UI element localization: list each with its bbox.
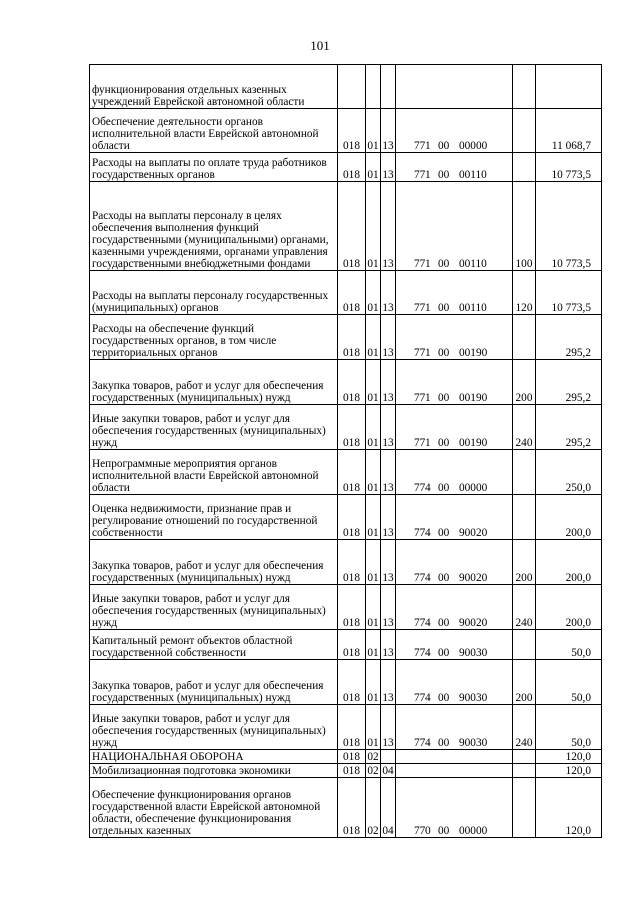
row-subsection-code: 13	[381, 360, 396, 405]
target-article-part: 1	[425, 169, 431, 181]
table-row	[90, 271, 602, 315]
row-name: НАЦИОНАЛЬНАЯ ОБОРОНА	[90, 750, 338, 764]
target-article-part: 00000	[459, 140, 488, 152]
target-article-part: 00	[438, 302, 450, 314]
table-row	[90, 705, 602, 750]
target-article-part: 00000	[459, 482, 488, 494]
row-amount: 50,0	[536, 660, 602, 705]
row-expense-type-code	[513, 153, 536, 182]
target-article-part: 0	[425, 825, 431, 837]
target-article-part: 00	[438, 825, 450, 837]
page-number: 101	[310, 38, 330, 53]
table-row	[90, 778, 602, 838]
row-expense-type-code	[513, 750, 536, 764]
row-ved-code: 018	[338, 450, 366, 495]
row-section-code: 01	[366, 271, 381, 315]
target-article-part: 1	[425, 258, 431, 270]
row-ved-code	[338, 65, 366, 109]
row-section-code: 01	[366, 585, 381, 630]
row-name: Иные закупки товаров, работ и услуг для обеспечения государственных (муниципальных) нужд	[90, 585, 338, 630]
target-article-part: 90030	[459, 647, 488, 659]
target-article-part: 77	[414, 825, 426, 837]
row-amount: 250,0	[536, 450, 602, 495]
row-amount	[536, 65, 602, 109]
row-name: Закупка товаров, работ и услуг для обеспечения государственных (муниципальных) нужд	[90, 660, 338, 705]
row-ved-code: 018	[338, 764, 366, 778]
target-article-part: 77	[414, 737, 426, 749]
target-article-part: 4	[425, 572, 431, 584]
row-target-article-code	[396, 540, 513, 585]
row-name: Оценка недвижимости, признание прав и регулирование отношений по государственной собственности	[90, 495, 338, 540]
target-article-part: 00	[438, 647, 450, 659]
row-ved-code: 018	[338, 182, 366, 271]
table-row	[90, 405, 602, 450]
table-row	[90, 495, 602, 540]
row-expense-type-code: 200	[513, 660, 536, 705]
target-article-part: 00	[438, 347, 450, 359]
row-amount: 200,0	[536, 540, 602, 585]
row-section-code: 01	[366, 360, 381, 405]
target-article-part: 90030	[459, 692, 488, 704]
target-article-part: 00	[438, 617, 450, 629]
row-amount: 10 773,5	[536, 271, 602, 315]
row-ved-code: 018	[338, 153, 366, 182]
row-ved-code: 018	[338, 630, 366, 660]
row-section-code: 02	[367, 751, 379, 763]
row-section-code: 02	[366, 778, 381, 838]
target-article-part: 1	[425, 302, 431, 314]
target-article-part: 00190	[459, 347, 488, 359]
target-article-part: 4	[425, 527, 431, 539]
row-name: Капитальный ремонт объектов областной государственной собственности	[90, 630, 338, 660]
row-subsection-code: 13	[381, 182, 396, 271]
row-amount: 120,0	[536, 750, 602, 764]
row-ved-code: 018	[338, 271, 366, 315]
row-section-code: 01	[366, 630, 381, 660]
row-target-article-code	[396, 360, 513, 405]
table-row	[90, 585, 602, 630]
target-article-part: 77	[414, 169, 426, 181]
target-article-part: 1	[425, 392, 431, 404]
row-section-code: 01	[366, 495, 381, 540]
target-article-part: 00	[438, 169, 450, 181]
row-name: Расходы на выплаты по оплате труда работников государственных органов	[90, 153, 338, 182]
row-ved-code: 018	[338, 540, 366, 585]
row-subsection-code: 04	[382, 765, 394, 777]
row-expense-type-code	[513, 450, 536, 495]
table-row	[90, 109, 602, 153]
row-target-article-code	[396, 705, 513, 750]
row-ved-code: 018	[338, 315, 366, 360]
table-row	[90, 660, 602, 705]
target-article-part: 77	[414, 302, 426, 314]
target-article-part: 77	[414, 527, 426, 539]
row-section-code: 01	[366, 450, 381, 495]
row-expense-type-code: 100	[513, 182, 536, 271]
target-article-part: 77	[414, 347, 426, 359]
row-amount: 120,0	[536, 778, 602, 838]
row-section-code: 01	[366, 405, 381, 450]
target-article-part: 4	[425, 617, 431, 629]
target-article-part: 4	[425, 482, 431, 494]
row-name: Мобилизационная подготовка экономики	[90, 764, 338, 778]
row-amount: 200,0	[536, 585, 602, 630]
row-target-article-code	[396, 153, 513, 182]
table-row	[90, 450, 602, 495]
row-ved-code: 018	[338, 660, 366, 705]
table-row	[90, 630, 602, 660]
target-article-part: 1	[425, 347, 431, 359]
row-amount: 295,2	[536, 315, 602, 360]
row-target-article-code	[396, 660, 513, 705]
target-article-part: 77	[414, 437, 426, 449]
target-article-part: 00110	[459, 169, 487, 181]
row-subsection-code: 13	[381, 315, 396, 360]
row-target-article-code	[396, 65, 513, 109]
row-ved-code: 018	[338, 360, 366, 405]
row-expense-type-code	[513, 764, 536, 778]
row-amount: 295,2	[536, 405, 602, 450]
row-target-article-code	[396, 315, 513, 360]
budget-table	[89, 64, 602, 838]
target-article-part: 00	[438, 392, 450, 404]
table-row	[90, 182, 602, 271]
target-article-part: 00	[438, 527, 450, 539]
row-expense-type-code	[513, 315, 536, 360]
row-amount: 10 773,5	[536, 182, 602, 271]
target-article-part: 77	[414, 140, 426, 152]
table-row	[90, 764, 602, 778]
row-ved-code: 018	[338, 750, 366, 764]
row-subsection-code: 13	[381, 540, 396, 585]
row-section-code: 01	[366, 660, 381, 705]
target-article-part: 1	[425, 437, 431, 449]
row-ved-code: 018	[338, 405, 366, 450]
row-name: функционирования отдельных казенных учреждений Еврейской автономной области	[90, 65, 338, 109]
target-article-part: 1	[425, 140, 431, 152]
row-expense-type-code	[513, 65, 536, 109]
row-target-article-code	[396, 405, 513, 450]
budget-table-body	[90, 65, 602, 838]
row-expense-type-code: 240	[513, 405, 536, 450]
row-ved-code: 018	[338, 109, 366, 153]
target-article-part: 4	[425, 737, 431, 749]
row-section-code: 01	[366, 315, 381, 360]
row-subsection-code	[381, 750, 396, 764]
target-article-part: 77	[414, 258, 426, 270]
row-name: Иные закупки товаров, работ и услуг для обеспечения государственных (муниципальных) нужд	[90, 405, 338, 450]
row-name: Обеспечение деятельности органов исполнительной власти Еврейской автономной области	[90, 109, 338, 153]
target-article-part: 00	[438, 737, 450, 749]
row-amount: 200,0	[536, 495, 602, 540]
target-article-part: 00	[438, 437, 450, 449]
table-row	[90, 540, 602, 585]
row-section-code: 01	[366, 153, 381, 182]
row-expense-type-code: 240	[513, 585, 536, 630]
row-subsection-code: 13	[381, 271, 396, 315]
row-subsection-code: 13	[381, 153, 396, 182]
target-article-part: 00	[438, 258, 450, 270]
row-expense-type-code: 240	[513, 705, 536, 750]
row-ved-code: 018	[338, 585, 366, 630]
row-subsection-code	[381, 65, 396, 109]
target-article-part: 90020	[459, 527, 488, 539]
row-section-code: 01	[366, 109, 381, 153]
target-article-part: 90020	[459, 617, 488, 629]
row-subsection-code: 13	[381, 705, 396, 750]
row-amount: 10 773,5	[536, 153, 602, 182]
target-article-part: 00000	[459, 825, 488, 837]
row-subsection-code: 13	[381, 109, 396, 153]
table-row	[90, 315, 602, 360]
row-target-article-code	[396, 450, 513, 495]
row-target-article-code	[396, 182, 513, 271]
row-ved-code: 018	[338, 705, 366, 750]
row-subsection-code: 13	[381, 450, 396, 495]
target-article-part: 00	[438, 572, 450, 584]
target-article-part: 77	[414, 482, 426, 494]
row-expense-type-code: 120	[513, 271, 536, 315]
row-amount: 50,0	[536, 705, 602, 750]
row-subsection-code: 13	[381, 660, 396, 705]
row-ved-code: 018	[338, 778, 366, 838]
row-amount: 295,2	[536, 360, 602, 405]
table-row	[90, 750, 602, 764]
row-expense-type-code	[513, 778, 536, 838]
table-row	[90, 360, 602, 405]
row-target-article-code	[396, 109, 513, 153]
row-section-code	[366, 65, 381, 109]
row-expense-type-code: 200	[513, 540, 536, 585]
row-expense-type-code	[513, 495, 536, 540]
target-article-part: 00110	[459, 302, 487, 314]
row-name: Расходы на выплаты персоналу государственных (муниципальных) органов	[90, 271, 338, 315]
row-subsection-code: 13	[381, 495, 396, 540]
row-name: Закупка товаров, работ и услуг для обеспечения государственных (муниципальных) нужд	[90, 540, 338, 585]
target-article-part: 00190	[459, 437, 488, 449]
row-name: Расходы на выплаты персоналу в целях обеспечения выполнения функций государственными (муниципальными) органами, казенными учреждениями, органами управления государственными внебюджетными фондами	[90, 182, 338, 271]
target-article-part: 00	[438, 692, 450, 704]
target-article-part: 77	[414, 647, 426, 659]
row-amount: 120,0	[536, 764, 602, 778]
table-row	[90, 153, 602, 182]
target-article-part: 77	[414, 617, 426, 629]
row-name: Иные закупки товаров, работ и услуг для обеспечения государственных (муниципальных) нужд	[90, 705, 338, 750]
target-article-part: 4	[425, 692, 431, 704]
row-target-article-code	[396, 495, 513, 540]
row-name: Расходы на обеспечение функций государственных органов, в том числе территориальных органов	[90, 315, 338, 360]
row-target-article-code	[396, 750, 513, 764]
table-row	[90, 65, 602, 109]
row-section-code: 01	[366, 182, 381, 271]
target-article-part: 00110	[459, 258, 487, 270]
target-article-part: 00	[438, 140, 450, 152]
row-section-code: 01	[366, 540, 381, 585]
target-article-part: 90020	[459, 572, 488, 584]
row-ved-code: 018	[338, 495, 366, 540]
row-section-code: 01	[366, 705, 381, 750]
target-article-part: 4	[425, 647, 431, 659]
row-expense-type-code	[513, 630, 536, 660]
row-expense-type-code	[513, 109, 536, 153]
row-subsection-code: 13	[381, 585, 396, 630]
row-subsection-code: 04	[381, 778, 396, 838]
target-article-part: 77	[414, 692, 426, 704]
row-section-code: 02	[367, 765, 379, 777]
target-article-part: 00	[438, 482, 450, 494]
row-subsection-code: 13	[381, 405, 396, 450]
target-article-part: 77	[414, 572, 426, 584]
target-article-part: 00190	[459, 392, 488, 404]
row-amount: 50,0	[536, 630, 602, 660]
row-subsection-code: 13	[381, 630, 396, 660]
row-target-article-code	[396, 271, 513, 315]
row-target-article-code	[396, 778, 513, 838]
row-expense-type-code: 200	[513, 360, 536, 405]
row-target-article-code	[396, 764, 513, 778]
target-article-part: 77	[414, 392, 426, 404]
row-amount: 11 068,7	[536, 109, 602, 153]
row-target-article-code	[396, 585, 513, 630]
row-name: Обеспечение функционирования органов государственной власти Еврейской автономной области, обеспечение функционирования отдельных казенных	[90, 778, 338, 838]
row-target-article-code	[396, 630, 513, 660]
target-article-part: 90030	[459, 737, 488, 749]
row-name: Непрограммные мероприятия органов исполнительной власти Еврейской автономной области	[90, 450, 338, 495]
row-name: Закупка товаров, работ и услуг для обеспечения государственных (муниципальных) нужд	[90, 360, 338, 405]
